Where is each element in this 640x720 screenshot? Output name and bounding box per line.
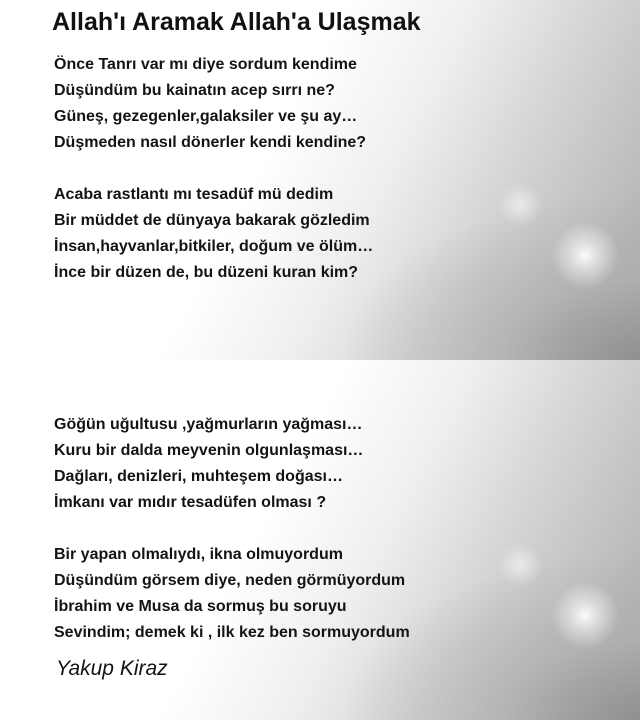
poem-line: Dağları, denizleri, muhteşem doğası… (54, 468, 343, 485)
poem-line: Güneş, gezegenler,galaksiler ve şu ay… (54, 108, 358, 125)
poem-line: Önce Tanrı var mı diye sordum kendime (54, 56, 357, 73)
stanza-1 (54, 52, 366, 156)
poem-line: İbrahim ve Musa da sormuş bu soruyu (54, 598, 347, 615)
poem-line: Düşmeden nasıl dönerler kendi kendine? (54, 134, 367, 151)
poem-line: Bir müddet de dünyaya bakarak gözledim (54, 212, 370, 229)
poem-line: İmkanı var mıdır tesadüfen olması ? (54, 494, 327, 511)
poem-card-bottom (0, 360, 640, 720)
poem-line: İnsan,hayvanlar,bitkiler, doğum ve ölüm… (54, 238, 374, 255)
poem-author: Yakup Kiraz (56, 657, 168, 680)
poem-line: Kuru bir dalda meyvenin olgunlaşması… (54, 442, 364, 459)
poem-line: Göğün uğultusu ,yağmurların yağması… (54, 416, 363, 433)
poem-title: Allah'ı Aramak Allah'a Ulaşmak (52, 8, 421, 36)
stanza-4 (54, 542, 410, 646)
poem-line: Sevindim; demek ki , ilk kez ben sormuyordum (54, 624, 410, 641)
stanza-2 (54, 182, 373, 286)
poem-line: Acaba rastlantı mı tesadüf mü dedim (54, 186, 334, 203)
poem-line: Bir yapan olmalıydı, ikna olmuyordum (54, 546, 343, 563)
poem-line: İnce bir düzen de, bu düzeni kuran kim? (54, 264, 359, 281)
poem-line: Düşündüm bu kainatın acep sırrı ne? (54, 82, 335, 99)
poem-line: Düşündüm görsem diye, neden görmüyordum (54, 572, 406, 589)
stanza-3 (54, 412, 363, 516)
